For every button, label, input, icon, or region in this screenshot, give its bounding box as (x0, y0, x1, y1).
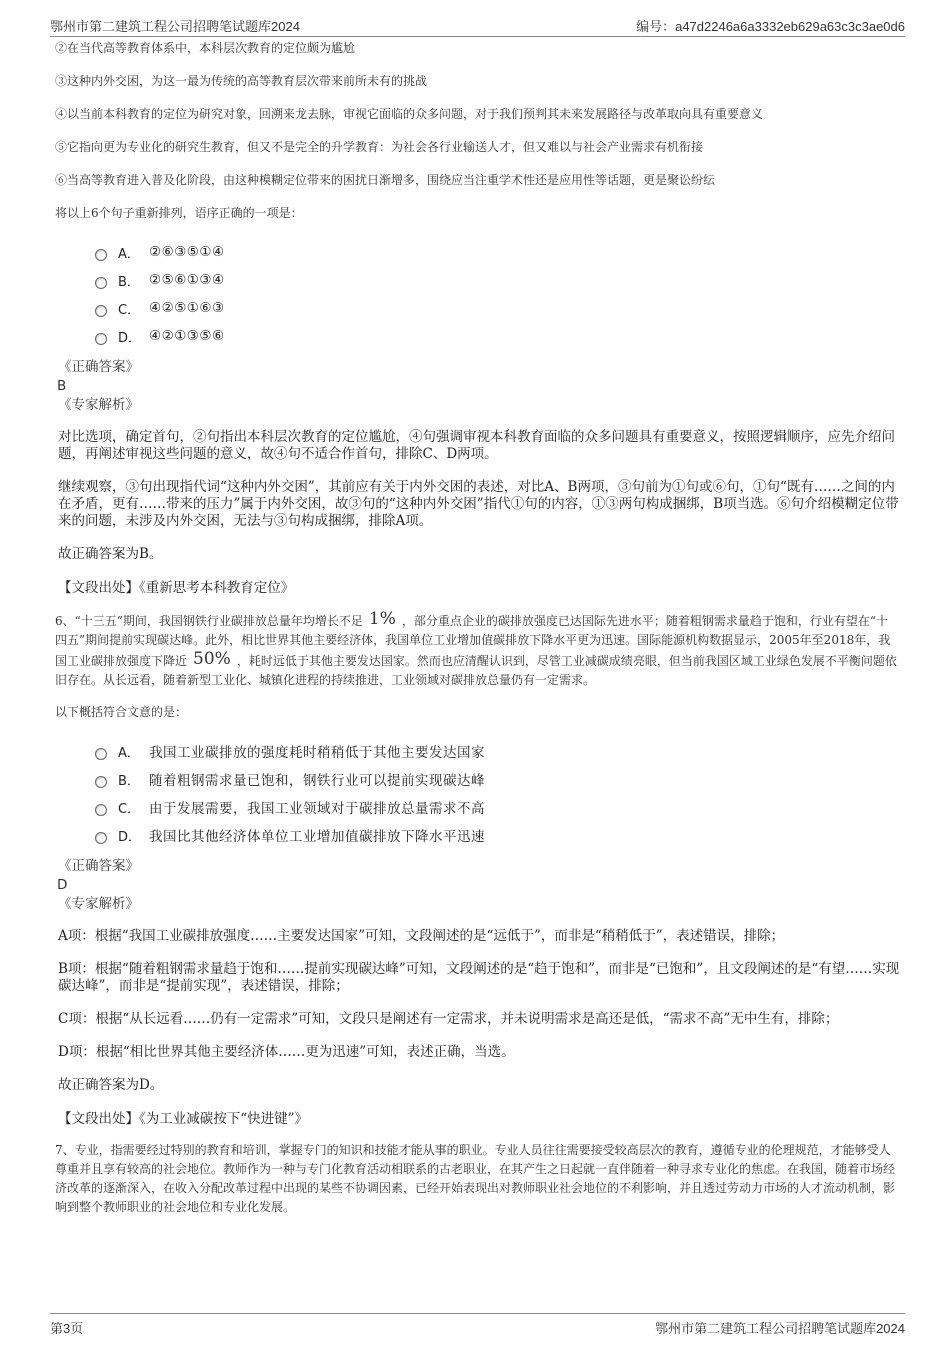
option-c[interactable] (95, 793, 900, 821)
question-6 (55, 610, 900, 1129)
option-b[interactable] (95, 765, 900, 793)
analysis-paragraph: D项：根据“相比世界其他主要经济体……更为迅速”可知，表述正确，当选。 (58, 1044, 515, 1060)
question-prompt: 将以上6个句子重新排列，语序正确的一项是： (55, 206, 303, 220)
sentence-3: ③这种内外交困，为这一最为传统的高等教育层次带来前所未有的挑战 (55, 74, 428, 88)
radio-icon[interactable] (95, 333, 107, 345)
answer-label: 《正确答案》 (58, 359, 139, 375)
footer-title: 鄂州市第二建筑工程公司招聘笔试题库2024 (655, 1321, 905, 1336)
option-label: B． (118, 773, 140, 789)
option-label: C． (118, 302, 141, 318)
option-text: 随着粗钢需求量已饱和，钢铁行业可以提前实现碳达峰 (149, 773, 485, 789)
radio-icon[interactable] (95, 748, 107, 760)
option-text: 我国比其他经济体单位工业增加值碳排放下降水平迅速 (149, 829, 485, 845)
radio-icon[interactable] (95, 804, 107, 816)
option-text: 由于发展需要，我国工业领域对于碳排放总量需求不高 (149, 801, 485, 817)
page-number: 第3页 (50, 1321, 84, 1336)
option-label: B． (118, 274, 140, 290)
option-d[interactable] (95, 821, 900, 849)
source-citation: 【文段出处】《重新思考本科教育定位》 (58, 580, 295, 596)
page-content (55, 40, 900, 1231)
analysis-paragraph: A项：根据“我国工业碳排放强度……主要发达国家”可知，文段阐述的是“远低于”，而非是“稍稍低于”，表述错误，排除； (58, 928, 785, 944)
analysis-paragraph: 继续观察，③句出现指代词“这种内外交困”，其前应有关于内外交困的表述，对比A、B两项，③句前为①句或⑥句，①句“既有……之间的内在矛盾，更有……带来的压力”属于内外交困，故③句的“这种内外交困”指代①句的内容，①③两句构成捆绑，B项当选。⑥句介绍模糊定位带来的问题，未涉及内外交困，无法与③句构成捆绑，排除A项。 (58, 479, 899, 529)
radio-icon[interactable] (95, 277, 107, 289)
option-a[interactable] (95, 737, 900, 765)
analysis-paragraph: C项：根据“从长远看……仍有一定需求”可知，文段只是阐述有一定需求，并未说明需求是高还是低，“需求不高”无中生有，排除； (58, 1011, 839, 1027)
analysis-paragraph: 故正确答案为D。 (58, 1077, 164, 1093)
page-header (50, 14, 905, 37)
option-text: ②⑥③⑤①④ (149, 244, 225, 260)
option-d[interactable] (95, 322, 900, 350)
options-list (95, 238, 900, 350)
question-7 (55, 1141, 900, 1217)
percent-value: 50% (193, 649, 231, 669)
question-5 (55, 40, 900, 598)
question-passage: 7、专业，指需要经过特别的教育和培训，掌握专门的知识和技能才能从事的职业。专业人员往往需要接受较高层次的教育，遵循专业的伦理规范，才能够受人尊重并且享有较高的社会地位。教师作为一种与专门化教育活动相联系的古老职业，在其产生之日起就一直伴随着一种寻求专业化的焦虑。在我国，随着市场经济改革的逐渐深入，在收入分配改革过程中出现的某些不协调因素，已经开始表现出对教师职业社会地位的不利影响，并且透过劳动力市场的人才流动机制，影响到整个教师职业的社会地位和专业化发展。 (55, 1143, 896, 1214)
option-text: 我国工业碳排放的强度耗时稍稍低于其他主要发达国家 (149, 745, 485, 761)
option-b[interactable] (95, 266, 900, 294)
passage-part: 6、“十三五”期间，我国钢铁行业碳排放总量年均增长不足 (55, 614, 363, 628)
option-text: ②⑤⑥①③④ (149, 272, 225, 288)
option-label: A． (118, 246, 140, 262)
radio-icon[interactable] (95, 249, 107, 261)
option-label: A． (118, 745, 140, 761)
sentence-2: ②在当代高等教育体系中，本科层次教育的定位颇为尴尬 (55, 41, 356, 55)
percent-value: 1% (368, 609, 396, 629)
options-list (95, 737, 900, 849)
answer-value: D (57, 877, 68, 893)
sentence-5: ⑤它指向更为专业化的研究生教育，但又不是完全的升学教育：为社会各行业输送人才，但又难以与社会产业需求有机衔接 (55, 140, 704, 154)
analysis-paragraph: B项：根据“随着粗钢需求量趋于饱和……提前实现碳达峰”可知，文段阐述的是“趋于饱和”，而非是“已饱和”，且文段阐述的是“有望……实现碳达峰”，而非是“提前实现”，表述错误，排除； (58, 961, 900, 994)
analysis-body (58, 928, 900, 1094)
option-c[interactable] (95, 294, 900, 322)
option-label: D． (118, 829, 142, 845)
question-passage (55, 610, 900, 690)
passage-part: ，耗时远低于其他主要发达国家。然而也应清醒认识到，尽管工业减碳成绩亮眼，但当前我国区域工业绿色发展不平衡问题依旧存在。从长远看，随着新型工业化、城镇化进程的持续推进，工业领域对碳排放总量仍有一定需求。 (55, 654, 897, 687)
header-title: 鄂州市第二建筑工程公司招聘笔试题库2024 (50, 19, 300, 34)
passage-part: ，部分重点企业的碳排放强度已达国际先进水平；随着粗钢需求量趋于饱和，行业有望在“十四五”期间提前实现碳达峰。此外，相比世界其他主要经济体，我国单位工业增加值碳排放下降水平更为迅速。国际能源机构数据显示，2005年至2018年，我国工业碳排放强度下降近 (55, 614, 891, 668)
header-doc-number: 编号：a47d2246a6a3332eb629a63c3c3ae0d6 (636, 19, 905, 34)
analysis-body (58, 429, 900, 563)
option-text: ④②⑤①⑥③ (149, 300, 225, 316)
radio-icon[interactable] (95, 832, 107, 844)
page-footer (50, 1313, 905, 1336)
analysis-paragraph: 故正确答案为B。 (58, 546, 163, 562)
option-a[interactable] (95, 238, 900, 266)
radio-icon[interactable] (95, 776, 107, 788)
answer-value: B (57, 378, 67, 394)
sentence-4: ④以当前本科教育的定位为研究对象，回溯来龙去脉，审视它面临的众多问题，对于我们预判其未来发展路径与改革取向具有重要意义 (55, 107, 764, 121)
question-prompt: 以下概括符合文意的是： (55, 705, 188, 719)
sentence-6: ⑥当高等教育进入普及化阶段，由这种模糊定位带来的困扰日渐增多，围绕应当注重学术性还是应用性等话题，更是聚讼纷纭 (55, 173, 716, 187)
radio-icon[interactable] (95, 305, 107, 317)
analysis-paragraph: 对比选项，确定首句，②句指出本科层次教育的定位尴尬，④句强调审视本科教育面临的众多问题具有重要意义，按照逻辑顺序，应先介绍问题，再阐述审视这些问题的意义，故④句不适合作首句，排除C、D两项。 (58, 429, 895, 462)
option-label: C． (118, 801, 141, 817)
option-text: ④②①③⑤⑥ (149, 328, 225, 344)
option-label: D． (118, 330, 142, 346)
answer-label: 《正确答案》 (58, 858, 139, 874)
analysis-label: 《专家解析》 (58, 397, 139, 413)
source-citation: 【文段出处】《为工业减碳按下“快进键”》 (58, 1111, 309, 1127)
analysis-label: 《专家解析》 (58, 896, 139, 912)
